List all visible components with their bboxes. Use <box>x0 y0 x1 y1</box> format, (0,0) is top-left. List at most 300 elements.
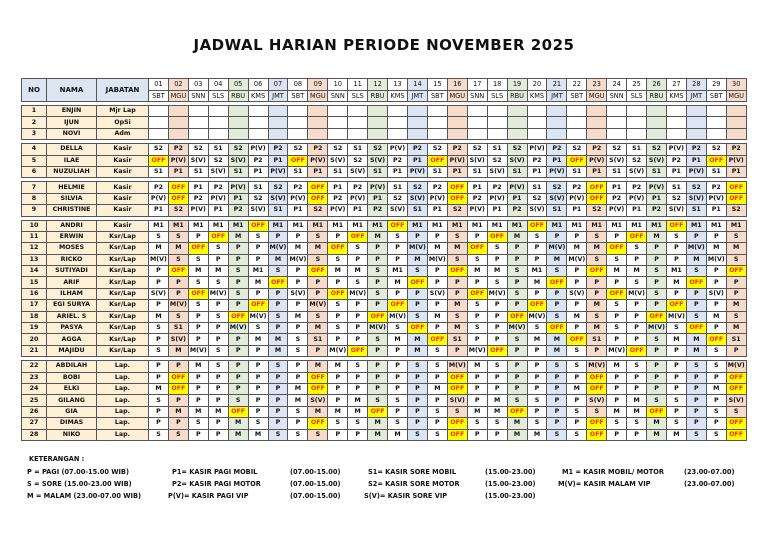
shift-cell: P <box>467 383 487 394</box>
shift-cell: P(V) <box>288 193 308 204</box>
shift-cell: M(V) <box>248 311 268 322</box>
shift-cell: P <box>188 429 208 440</box>
shift-cell-off: OFF <box>188 288 208 299</box>
shift-cell: P <box>388 383 408 394</box>
shift-cell: S1 <box>288 166 308 177</box>
shift-cell: P <box>427 323 447 334</box>
shift-cell-off: OFF <box>527 220 547 231</box>
shift-cell: M(V) <box>388 311 408 322</box>
shift-cell: S2 <box>567 144 587 155</box>
shift-cell: P(V) <box>666 144 686 155</box>
shift-cell: M <box>706 311 726 322</box>
shift-cell: P <box>607 429 627 440</box>
shift-cell: M <box>527 277 547 288</box>
shift-cell: P <box>268 288 288 299</box>
legend-time: (15.00-23.00) <box>485 492 536 500</box>
shift-cell: S <box>447 406 467 417</box>
header-no: NO <box>22 79 47 102</box>
shift-cell: S2 <box>607 144 627 155</box>
shift-cell: M(V) <box>268 243 288 254</box>
shift-cell: M <box>288 395 308 406</box>
shift-cell: M1 <box>706 220 726 231</box>
shift-cell: S <box>149 395 169 406</box>
shift-cell: S <box>467 418 487 429</box>
shift-cell: S <box>726 311 746 322</box>
shift-cell: P <box>507 243 527 254</box>
shift-cell: S2 <box>706 144 726 155</box>
shift-cell: S(V) <box>427 288 447 299</box>
day-weekday: SBT <box>567 90 587 102</box>
shift-cell: P <box>447 288 467 299</box>
shift-cell: S <box>188 277 208 288</box>
shift-cell: S1 <box>168 323 188 334</box>
shift-cell: P <box>388 372 408 383</box>
shift-cell: P <box>348 429 368 440</box>
shift-cell: P <box>188 311 208 322</box>
shift-cell: M <box>467 266 487 277</box>
shift-cell-off: OFF <box>706 334 726 345</box>
table-row <box>22 372 747 383</box>
shift-cell: M <box>168 345 188 356</box>
employee-name: NOVI <box>47 128 97 139</box>
shift-cell: S <box>706 345 726 356</box>
day-weekday: RBU <box>228 90 248 102</box>
shift-cell: M <box>527 334 547 345</box>
shift-cell-off: OFF <box>686 323 706 334</box>
shift-cell: S2 <box>647 144 667 155</box>
shift-cell: P1 <box>328 182 348 193</box>
shift-cell: M(V) <box>149 254 169 265</box>
shift-cell: M <box>149 243 169 254</box>
shift-cell: S <box>288 429 308 440</box>
shift-cell: M1 <box>248 266 268 277</box>
shift-cell: P <box>407 372 427 383</box>
shift-cell: P1 <box>627 205 647 216</box>
shift-cell: M1 <box>427 220 447 231</box>
shift-cell: P <box>188 231 208 242</box>
employee-name: ILHAM <box>47 288 97 299</box>
shift-cell: S <box>288 345 308 356</box>
shift-cell: S <box>706 361 726 372</box>
shift-cell: P <box>288 277 308 288</box>
day-weekday: KMS <box>666 90 686 102</box>
shift-cell <box>268 117 288 128</box>
shift-cell: M1 <box>188 220 208 231</box>
shift-cell: M <box>467 361 487 372</box>
legend-code: M(V)= KASIR MALAM VIP <box>558 480 651 488</box>
shift-cell: S <box>647 266 667 277</box>
shift-cell: S <box>487 277 507 288</box>
employee-role: Lap. <box>97 383 149 394</box>
employee-no: 22 <box>22 361 47 372</box>
shift-cell: S(V) <box>726 395 746 406</box>
shift-cell: S1 <box>607 166 627 177</box>
shift-cell <box>607 106 627 117</box>
shift-cell: P2 <box>368 205 388 216</box>
shift-cell: M1 <box>627 220 647 231</box>
shift-cell: S2 <box>427 144 447 155</box>
day-number: 09 <box>308 79 328 91</box>
shift-cell: S <box>228 266 248 277</box>
shift-cell: M1 <box>587 220 607 231</box>
day-weekday: SNN <box>467 90 487 102</box>
shift-cell: S <box>587 311 607 322</box>
employee-no: 17 <box>22 300 47 311</box>
shift-cell <box>666 128 686 139</box>
shift-cell <box>149 117 169 128</box>
employee-no: 1 <box>22 106 47 117</box>
table-row <box>22 266 747 277</box>
employee-name: RICKO <box>47 254 97 265</box>
employee-no: 7 <box>22 182 47 193</box>
shift-cell: M1 <box>407 220 427 231</box>
shift-cell: P <box>168 418 188 429</box>
employee-name: ENJIN <box>47 106 97 117</box>
employee-role: Ksr/Lap <box>97 323 149 334</box>
shift-cell: M <box>507 231 527 242</box>
shift-cell: P1 <box>686 155 706 166</box>
shift-cell: M(V) <box>487 288 507 299</box>
day-weekday: MGU <box>587 90 607 102</box>
shift-cell: P <box>627 300 647 311</box>
day-number: 25 <box>627 79 647 91</box>
legend-time: (07.00-15.00) <box>290 492 341 500</box>
shift-cell: P <box>149 406 169 417</box>
shift-cell: M <box>308 361 328 372</box>
shift-cell: S <box>168 311 188 322</box>
shift-cell: P <box>149 266 169 277</box>
shift-cell: P2 <box>726 144 746 155</box>
shift-cell: M <box>726 243 746 254</box>
shift-cell: P <box>427 395 447 406</box>
shift-cell: P <box>547 383 567 394</box>
shift-cell <box>168 128 188 139</box>
shift-cell: P <box>228 277 248 288</box>
shift-cell <box>487 128 507 139</box>
day-weekday: SBT <box>288 90 308 102</box>
shift-cell: P1 <box>407 155 427 166</box>
shift-cell: P <box>706 372 726 383</box>
shift-cell: P1 <box>447 166 467 177</box>
shift-cell: S <box>348 243 368 254</box>
shift-cell: M1 <box>726 220 746 231</box>
day-weekday: KMS <box>248 90 268 102</box>
day-weekday: SBT <box>149 90 169 102</box>
employee-name: IJUN <box>47 117 97 128</box>
shift-cell: P1 <box>567 205 587 216</box>
shift-cell: P <box>188 323 208 334</box>
shift-cell: S <box>547 311 567 322</box>
shift-cell: P1 <box>388 166 408 177</box>
shift-cell: P <box>686 383 706 394</box>
shift-cell: P <box>666 406 686 417</box>
shift-cell: M <box>487 406 507 417</box>
day-number: 21 <box>547 79 567 91</box>
shift-cell <box>587 117 607 128</box>
shift-cell: P <box>726 345 746 356</box>
shift-cell: S <box>368 334 388 345</box>
shift-cell: P2 <box>288 182 308 193</box>
shift-cell: M <box>168 243 188 254</box>
shift-cell: P2 <box>627 182 647 193</box>
shift-cell: P2 <box>706 182 726 193</box>
table-row <box>22 277 747 288</box>
shift-cell: P <box>587 277 607 288</box>
shift-cell: P <box>308 345 328 356</box>
shift-cell: P <box>268 383 288 394</box>
employee-role: Lap. <box>97 372 149 383</box>
shift-cell: S <box>368 395 388 406</box>
shift-cell: P <box>447 345 467 356</box>
shift-cell: S1 <box>248 182 268 193</box>
shift-cell-off: OFF <box>587 182 607 193</box>
shift-cell: M <box>188 361 208 372</box>
shift-cell: S <box>328 300 348 311</box>
shift-cell-off: OFF <box>487 345 507 356</box>
shift-cell: S(V) <box>487 166 507 177</box>
shift-cell: P2 <box>388 155 408 166</box>
shift-cell: P <box>547 372 567 383</box>
shift-cell: S1 <box>368 166 388 177</box>
shift-cell: S <box>268 311 288 322</box>
shift-cell <box>348 128 368 139</box>
shift-cell: M1 <box>567 220 587 231</box>
shift-cell: P <box>507 372 527 383</box>
shift-cell: S <box>627 361 647 372</box>
shift-cell: P2 <box>547 144 567 155</box>
shift-cell: S(V) <box>467 155 487 166</box>
shift-cell: S <box>507 288 527 299</box>
shift-cell: M <box>268 334 288 345</box>
shift-cell: S <box>567 429 587 440</box>
day-number: 30 <box>726 79 746 91</box>
shift-cell: S1 <box>507 166 527 177</box>
shift-cell-off: OFF <box>268 277 288 288</box>
shift-cell: S2 <box>666 193 686 204</box>
shift-cell: S2 <box>507 144 527 155</box>
table-row <box>22 128 747 139</box>
shift-cell <box>288 117 308 128</box>
shift-cell <box>547 128 567 139</box>
shift-cell: S <box>607 418 627 429</box>
shift-cell: S1 <box>627 144 647 155</box>
shift-cell <box>368 117 388 128</box>
shift-cell <box>348 117 368 128</box>
shift-cell: P <box>368 254 388 265</box>
shift-cell: P <box>666 345 686 356</box>
shift-cell-off: OFF <box>228 406 248 417</box>
shift-cell: S <box>706 429 726 440</box>
shift-cell: S(V) <box>607 155 627 166</box>
shift-cell: M1 <box>348 220 368 231</box>
shift-cell <box>527 106 547 117</box>
shift-cell: P1 <box>706 205 726 216</box>
shift-cell: P <box>467 429 487 440</box>
shift-cell-off: OFF <box>447 372 467 383</box>
day-weekday: MGU <box>726 90 746 102</box>
shift-cell <box>567 117 587 128</box>
shift-cell: S <box>647 288 667 299</box>
shift-cell: S <box>527 231 547 242</box>
shift-cell-off: OFF <box>288 155 308 166</box>
shift-cell: S <box>208 277 228 288</box>
shift-cell: P <box>686 372 706 383</box>
shift-cell: M <box>288 383 308 394</box>
employee-role: Mjr Lap <box>97 106 149 117</box>
shift-cell <box>627 117 647 128</box>
shift-cell: M <box>288 311 308 322</box>
legend-code: S2= KASIR SORE MOTOR <box>368 480 460 488</box>
shift-cell: S <box>587 406 607 417</box>
shift-cell <box>627 106 647 117</box>
table-row <box>22 205 747 216</box>
shift-cell: P2 <box>686 144 706 155</box>
shift-cell-off: OFF <box>308 182 328 193</box>
shift-cell: P <box>686 406 706 417</box>
shift-cell <box>427 106 447 117</box>
shift-cell: P(V) <box>368 182 388 193</box>
shift-cell: M <box>666 334 686 345</box>
shift-cell: M <box>686 254 706 265</box>
shift-cell: S <box>686 266 706 277</box>
shift-cell: S1 <box>388 182 408 193</box>
shift-cell: S(V) <box>627 166 647 177</box>
shift-cell: S <box>647 334 667 345</box>
shift-cell <box>388 117 408 128</box>
shift-cell: P <box>368 361 388 372</box>
shift-cell <box>507 106 527 117</box>
shift-cell: S <box>248 418 268 429</box>
table-row <box>22 220 747 231</box>
shift-cell: P <box>647 254 667 265</box>
employee-role: Ksr/Lap <box>97 311 149 322</box>
shift-cell: S <box>507 334 527 345</box>
shift-cell <box>368 106 388 117</box>
shift-cell: S <box>587 231 607 242</box>
shift-cell: S(V) <box>248 205 268 216</box>
employee-no: 11 <box>22 231 47 242</box>
shift-cell-off: OFF <box>726 372 746 383</box>
shift-cell: P1 <box>368 193 388 204</box>
shift-cell-off: OFF <box>467 288 487 299</box>
shift-cell: P <box>666 288 686 299</box>
shift-cell <box>248 117 268 128</box>
shift-cell: M(V) <box>706 254 726 265</box>
shift-cell: S <box>149 345 169 356</box>
shift-cell-off: OFF <box>447 383 467 394</box>
shift-cell: S <box>208 311 228 322</box>
employee-name: EGI SURYA <box>47 300 97 311</box>
shift-cell: S <box>507 395 527 406</box>
shift-cell-off: OFF <box>726 182 746 193</box>
shift-cell: M <box>228 418 248 429</box>
shift-cell: M(V) <box>328 345 348 356</box>
shift-cell: S2 <box>467 144 487 155</box>
shift-cell: M1 <box>308 220 328 231</box>
shift-cell: S1 <box>666 182 686 193</box>
shift-cell: P(V) <box>407 166 427 177</box>
shift-cell: P <box>666 254 686 265</box>
shift-cell: P <box>587 288 607 299</box>
shift-cell: P <box>467 334 487 345</box>
shift-cell: S <box>149 429 169 440</box>
table-row <box>22 193 747 204</box>
shift-cell <box>168 117 188 128</box>
shift-cell: P <box>507 383 527 394</box>
employee-name: ABDILAH <box>47 361 97 372</box>
employee-name: ILAE <box>47 155 97 166</box>
shift-cell: P <box>208 254 228 265</box>
shift-cell: P <box>507 361 527 372</box>
shift-cell: P <box>686 418 706 429</box>
shift-cell-off: OFF <box>587 429 607 440</box>
shift-cell-off: OFF <box>168 383 188 394</box>
shift-cell: S <box>288 334 308 345</box>
shift-cell: P <box>328 429 348 440</box>
shift-cell: P2 <box>168 144 188 155</box>
employee-no: 14 <box>22 266 47 277</box>
shift-cell-off: OFF <box>587 266 607 277</box>
employee-no: 25 <box>22 395 47 406</box>
shift-cell: S <box>168 231 188 242</box>
shift-cell: P <box>467 395 487 406</box>
employee-role: Kasir <box>97 193 149 204</box>
employee-role: Ksr/Lap <box>97 345 149 356</box>
shift-cell: S(V) <box>328 155 348 166</box>
employee-name: DELLA <box>47 144 97 155</box>
shift-cell: M1 <box>527 266 547 277</box>
shift-cell: S <box>627 418 647 429</box>
shift-cell: S <box>607 254 627 265</box>
shift-cell: P1 <box>607 182 627 193</box>
shift-cell: P <box>487 383 507 394</box>
shift-cell <box>726 128 746 139</box>
shift-cell: S <box>587 254 607 265</box>
day-weekday: SNN <box>328 90 348 102</box>
table-row <box>22 418 747 429</box>
shift-cell: P <box>647 277 667 288</box>
shift-cell-off: OFF <box>666 220 686 231</box>
shift-cell: M(V) <box>188 345 208 356</box>
shift-cell: P <box>427 277 447 288</box>
shift-cell: P(V) <box>388 144 408 155</box>
shift-cell: M1 <box>208 220 228 231</box>
shift-cell: M <box>228 429 248 440</box>
shift-cell: S2 <box>268 182 288 193</box>
shift-cell: S <box>427 361 447 372</box>
employee-role: Ksr/Lap <box>97 288 149 299</box>
day-number: 28 <box>686 79 706 91</box>
shift-cell: P1 <box>507 193 527 204</box>
employee-name: ARIEL. S <box>47 311 97 322</box>
shift-cell <box>208 117 228 128</box>
shift-cell-off: OFF <box>587 372 607 383</box>
shift-cell <box>686 106 706 117</box>
shift-cell: S2 <box>208 155 228 166</box>
shift-cell: M(V) <box>507 323 527 334</box>
shift-cell: P <box>666 383 686 394</box>
shift-cell: P <box>587 345 607 356</box>
day-weekday: KMS <box>527 90 547 102</box>
shift-cell: M1 <box>228 220 248 231</box>
shift-cell: S <box>427 429 447 440</box>
table-row <box>22 361 747 372</box>
shift-cell: P <box>268 406 288 417</box>
shift-cell <box>587 128 607 139</box>
shift-cell: S2 <box>308 205 328 216</box>
shift-cell: M1 <box>507 220 527 231</box>
table-row <box>22 383 747 394</box>
